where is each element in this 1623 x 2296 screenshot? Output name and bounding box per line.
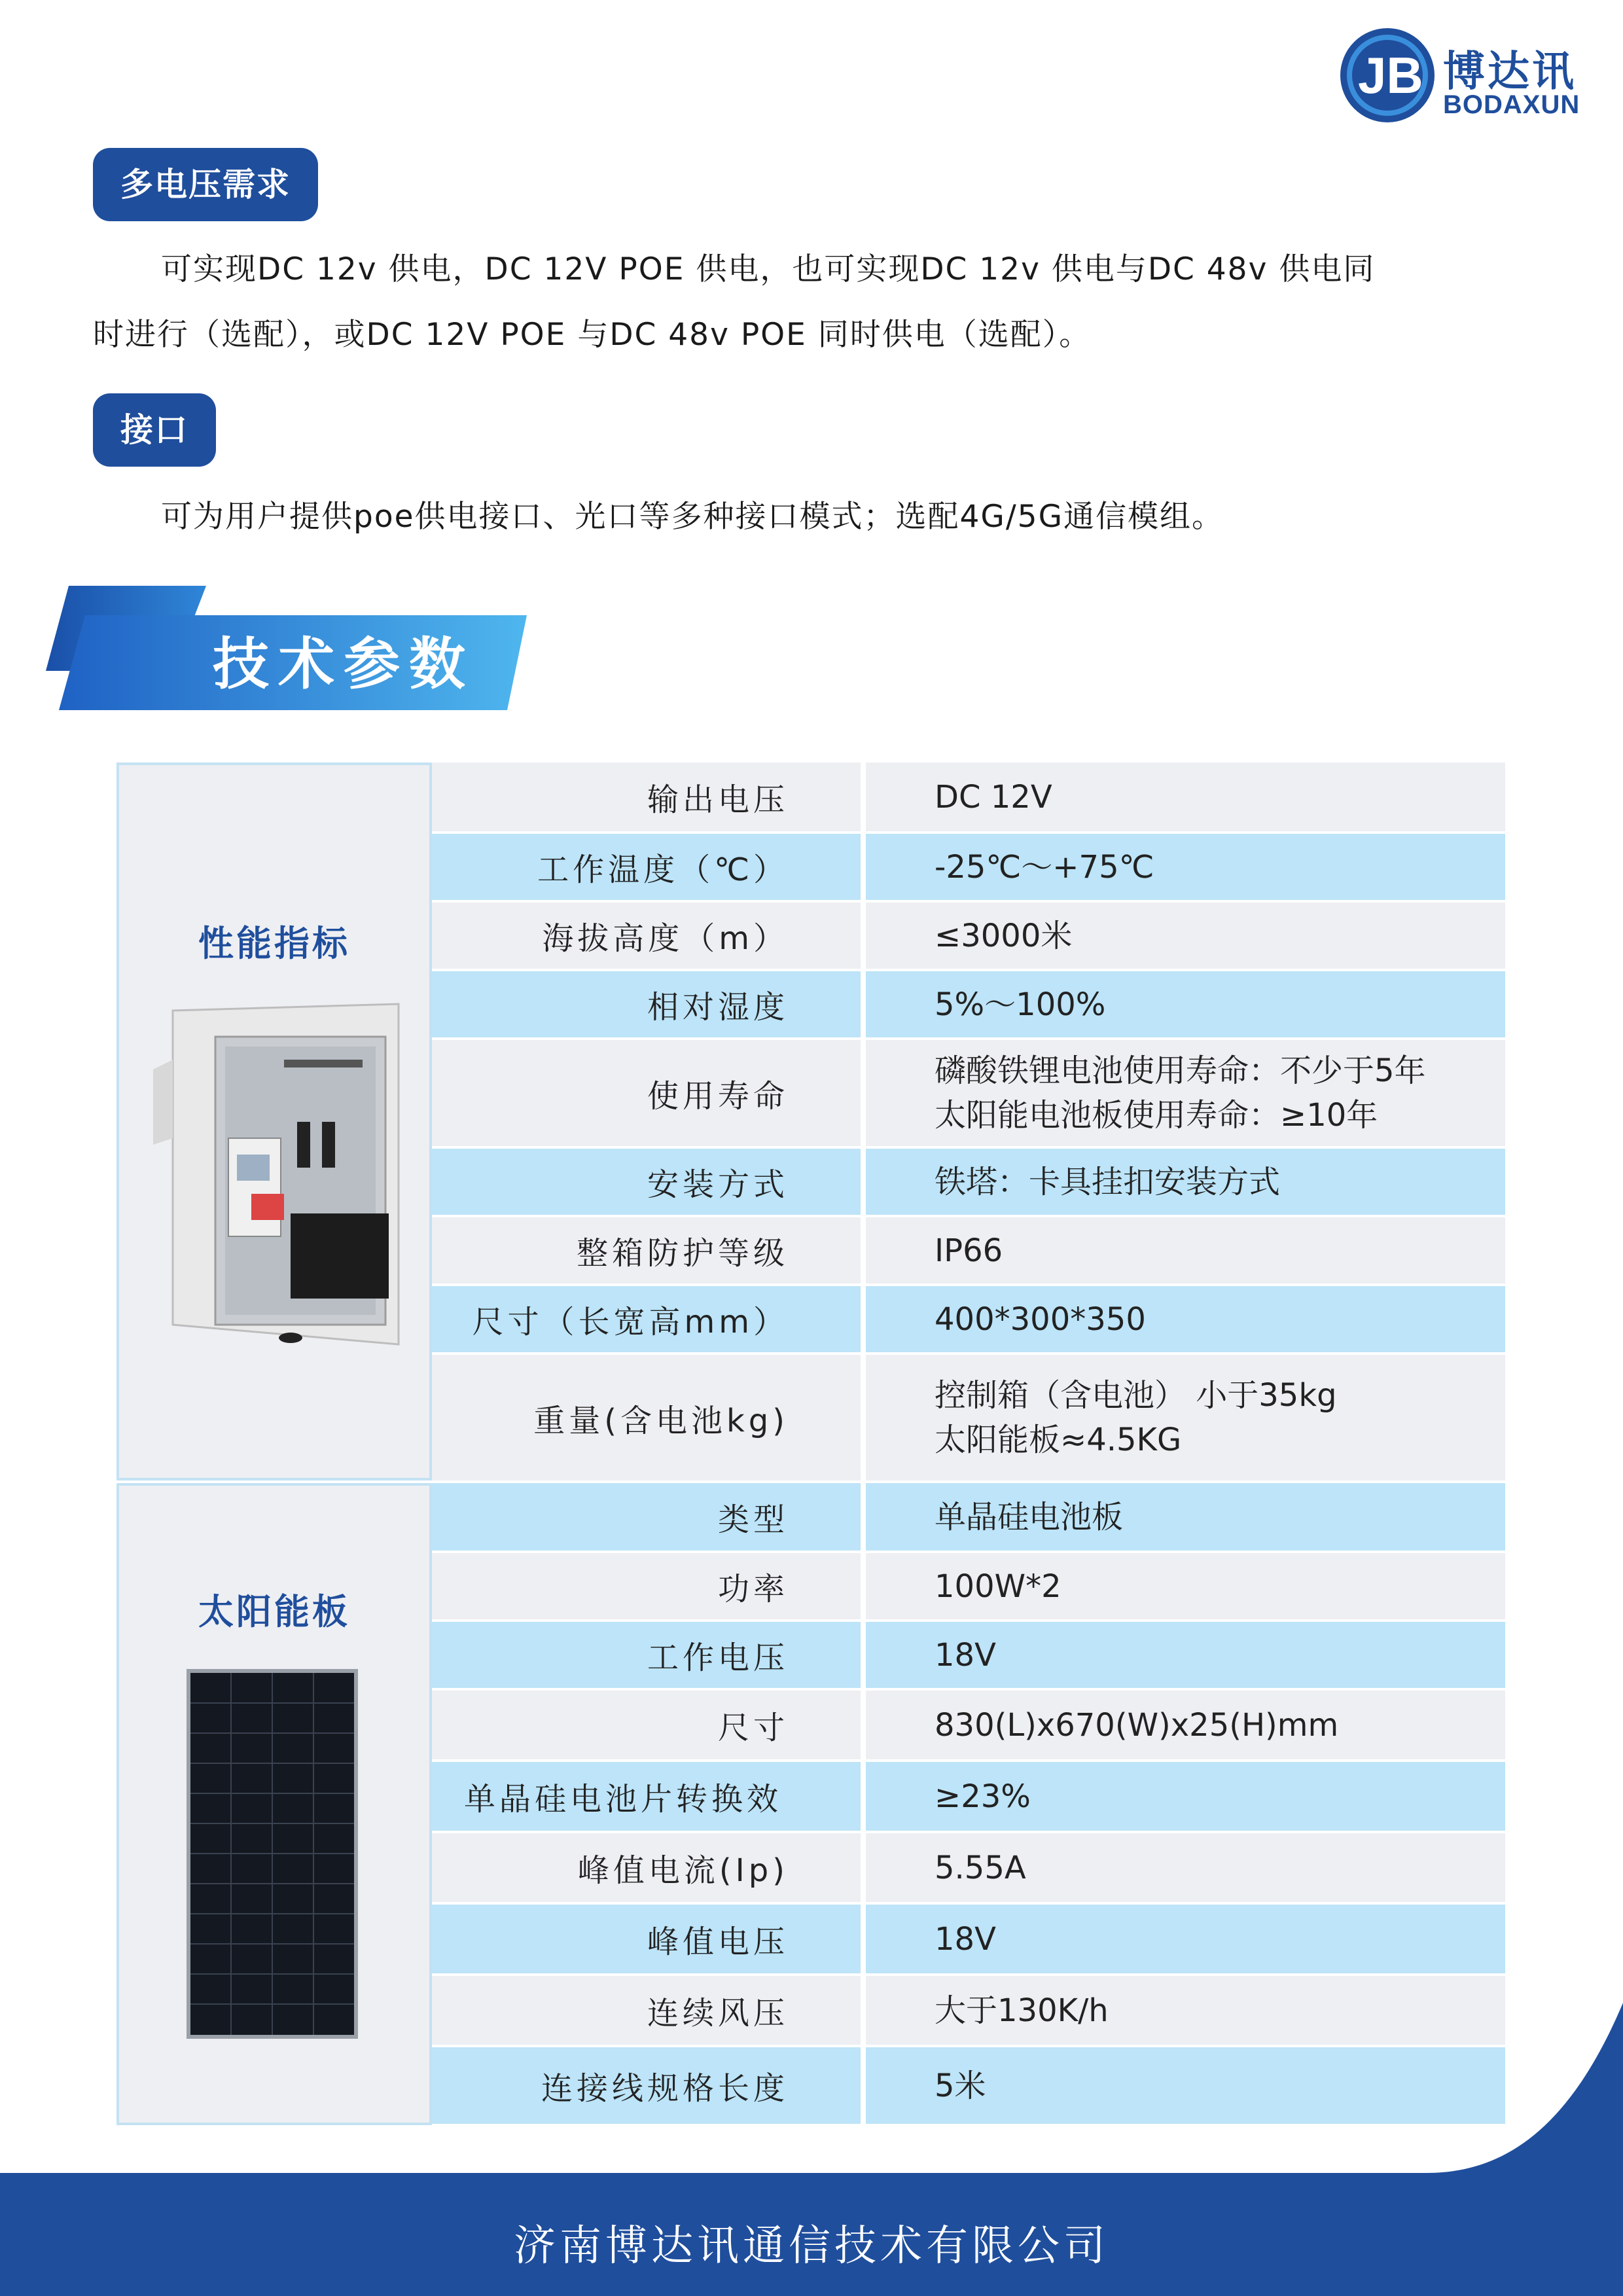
row-label: 连续风压: [432, 1976, 861, 2045]
row-value: [866, 1691, 1505, 1759]
row-value-line: 18V: [935, 1636, 996, 1674]
table-row: [432, 1286, 1505, 1352]
table-row: [432, 834, 1505, 900]
group-solar-title: 太阳能板: [198, 1591, 350, 1632]
row-label: 整箱防护等级: [432, 1217, 861, 1283]
voltage-line-2: 时进行（选配），或DC 12V POE 与DC 48v POE 同时供电（选配）。: [93, 317, 1092, 353]
row-value: [866, 1553, 1505, 1619]
control-box-image: [153, 997, 402, 1348]
row-label: 尺寸: [432, 1691, 861, 1759]
row-value-line: 铁塔：卡具挂扣安装方式: [935, 1163, 1281, 1200]
brand-name: 博达讯: [1443, 48, 1577, 96]
row-value: [866, 1833, 1505, 1902]
row-label: 工作温度（℃）: [432, 834, 861, 900]
svg-text:JB: JB: [1358, 46, 1423, 104]
table-row: [432, 903, 1505, 969]
voltage-paragraph: [93, 237, 1539, 368]
row-label: 工作电压: [432, 1622, 861, 1688]
row-label: 类型: [432, 1483, 861, 1551]
row-label: 峰值电压: [432, 1905, 861, 1973]
section-badge-voltage: 多电压需求: [93, 148, 318, 221]
row-value-line: 太阳能电池板使用寿命：≥10年: [935, 1097, 1378, 1134]
row-value-line: 100W*2: [935, 1568, 1061, 1605]
row-value: [866, 1217, 1505, 1283]
brand-sub: BODAXUN: [1443, 90, 1580, 119]
tech-heading-title: 技术参数: [213, 632, 474, 697]
table-row: [432, 1149, 1505, 1215]
row-label: 重量(含电池kg): [432, 1355, 861, 1480]
row-value-line: DC 12V: [935, 778, 1052, 816]
row-value: [866, 1355, 1505, 1480]
row-value: [866, 1149, 1505, 1215]
table-row: [432, 1040, 1505, 1146]
table-row: [432, 1355, 1505, 1480]
row-value-line: 单晶硅电池板: [935, 1498, 1124, 1535]
voltage-line-1: 可实现DC 12v 供电，DC 12V POE 供电，也可实现DC 12v 供电与DC 48v 供电同: [161, 251, 1376, 287]
row-value-line: 大于130K/h: [935, 1992, 1109, 2029]
row-value-line: 5.55A: [935, 1849, 1026, 1886]
row-value: [866, 762, 1505, 831]
table-row: [432, 1833, 1505, 1902]
section-badge-interface: 接口: [93, 393, 216, 467]
group-performance-title: 性能指标: [198, 923, 350, 964]
table-row: [432, 971, 1505, 1037]
row-value-line: ≤3000米: [935, 917, 1073, 954]
row-label: 功率: [432, 1553, 861, 1619]
row-value-line: 5米: [935, 2067, 986, 2104]
row-label: 尺寸（长宽高mm）: [432, 1286, 861, 1352]
row-label: 连接线规格长度: [432, 2047, 861, 2124]
row-value-line: 太阳能板≈4.5KG: [935, 1422, 1182, 1458]
row-value: [866, 903, 1505, 969]
row-value-line: 控制箱（含电池） 小于35kg: [935, 1377, 1337, 1414]
row-value: [866, 1040, 1505, 1146]
row-value: [866, 1762, 1505, 1831]
row-value-line: 830(L)x670(W)x25(H)mm: [935, 1706, 1339, 1744]
row-value-line: -25℃～+75℃: [935, 848, 1154, 886]
row-value: [866, 1483, 1505, 1551]
row-value-line: 5%～100%: [935, 986, 1106, 1023]
row-value: [866, 1622, 1505, 1688]
row-label: 海拔高度（m）: [432, 903, 861, 969]
brand-logo: [1338, 26, 1600, 124]
row-label: 安装方式: [432, 1149, 861, 1215]
row-value-line: 磷酸铁锂电池使用寿命：不少于5年: [935, 1052, 1426, 1089]
bodaxun-logo-icon: [1338, 26, 1436, 124]
table-row: [432, 1217, 1505, 1283]
row-label: 相对湿度: [432, 971, 861, 1037]
row-label: 单晶硅电池片转换效: [432, 1762, 861, 1831]
row-value: [866, 971, 1505, 1037]
table-row: [432, 762, 1505, 831]
table-row: [432, 1622, 1505, 1688]
table-row: [432, 1483, 1505, 1551]
row-value: [866, 1286, 1505, 1352]
interface-line-1: 可为用户提供poe供电接口、光口等多种接口模式；选配4G/5G通信模组。: [161, 499, 1224, 535]
row-value-line: ≥23%: [935, 1778, 1031, 1815]
group-performance: [116, 762, 432, 1480]
row-label: 输出电压: [432, 762, 861, 831]
row-value-line: 400*300*350: [935, 1300, 1146, 1338]
interface-paragraph: [93, 484, 1539, 550]
row-label: 使用寿命: [432, 1040, 861, 1146]
table-row: [432, 1553, 1505, 1619]
table-row: [432, 1762, 1505, 1831]
row-value: [866, 834, 1505, 900]
row-value-line: IP66: [935, 1232, 1003, 1269]
row-label: 峰值电流(Ip): [432, 1833, 861, 1902]
footer-company-name: 济南博达讯通信技术有限公司: [514, 2222, 1109, 2270]
table-row: [432, 1691, 1505, 1759]
row-value-line: 18V: [935, 1920, 996, 1958]
tech-heading-banner: [46, 586, 530, 713]
